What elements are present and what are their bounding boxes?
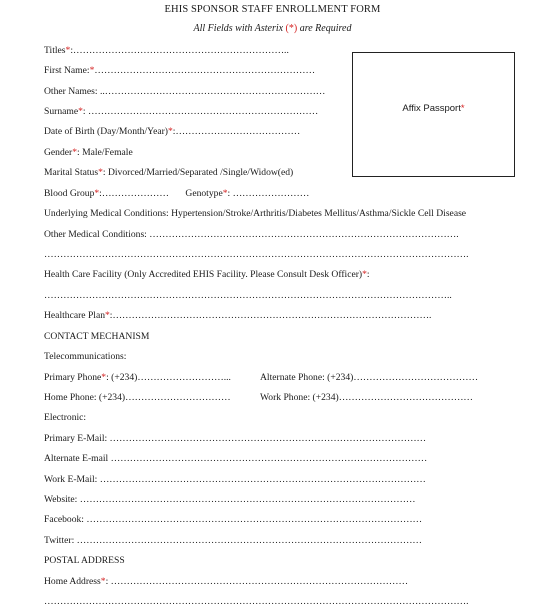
healthcare-plan-blank: :………………………………………………………………………………………. xyxy=(109,310,432,321)
required-asterisk: * xyxy=(98,167,103,178)
passport-asterisk: * xyxy=(460,103,465,114)
alternate-email-field[interactable] xyxy=(44,453,427,464)
facility-blank: ……………………………………………………………………………………………………………….. xyxy=(44,290,452,301)
titles-blank: :………………………………………………………….. xyxy=(70,45,289,56)
required-asterisk: * xyxy=(168,126,173,137)
first-name-label: First Name: xyxy=(44,65,90,76)
primary-phone-blank: : (+234)………………………... xyxy=(106,372,231,383)
healthcare-plan-field[interactable] xyxy=(44,310,431,321)
home-address-continuation[interactable] xyxy=(44,596,469,607)
required-asterisk: (*) xyxy=(285,23,298,34)
contact-heading xyxy=(44,331,149,342)
blood-group-label: Blood Group xyxy=(44,188,95,199)
first-name-field[interactable] xyxy=(44,65,315,76)
surname-field[interactable] xyxy=(44,106,318,117)
other-names-label: Other Names: ..…………………………………………………………… xyxy=(44,86,326,97)
medical-conditions-field[interactable] xyxy=(44,208,466,219)
primary-email-label: Primary E-Mail: ……………………………………………………………………………………… xyxy=(44,433,427,444)
electronic-heading-text: Electronic: xyxy=(44,412,87,423)
work-email-field[interactable] xyxy=(44,474,426,485)
medical-conditions-label: Underlying Medical Conditions: Hypertension/Stroke/Arthritis/Diabetes Mellitus/Asthma/Sickle Cell Disease xyxy=(44,208,467,219)
telecom-heading-text: Telecommunications: xyxy=(44,351,127,362)
first-name-blank: …………………………………………………………… xyxy=(94,65,316,76)
required-asterisk: * xyxy=(101,372,107,383)
twitter-label: Twitter: ……………………………………………………………………………………………… xyxy=(44,535,423,546)
facility-label: Health Care Facility (Only Accredited EHIS Facility. Please Consult Desk Officer) xyxy=(44,269,363,280)
required-asterisk: * xyxy=(100,576,106,587)
twitter-field[interactable] xyxy=(44,535,422,546)
required-asterisk: * xyxy=(72,147,78,158)
gender-field[interactable] xyxy=(44,147,133,158)
postal-heading xyxy=(44,555,125,566)
required-asterisk: * xyxy=(89,65,95,76)
home-address-blank-2: ……………………………………………………………………………………………………………………. xyxy=(44,596,469,607)
alternate-email-label: Alternate E-mail ……………………………………………………………………………………… xyxy=(44,453,428,464)
website-label: Website: …………………………………………………………………………………………… xyxy=(44,494,416,505)
facility-colon: : xyxy=(366,269,370,280)
other-medical-blank: ……………………………………………………………………………………………………………………. xyxy=(44,249,469,260)
healthcare-plan-label: Healthcare Plan xyxy=(44,310,105,321)
required-note-text: All Fields with Asterix xyxy=(193,23,286,34)
contact-heading-text: CONTACT MECHANISM xyxy=(44,331,150,342)
gender-label: Gender xyxy=(44,147,73,158)
genotype-blank: : …………………… xyxy=(227,188,310,199)
dob-blank: :………………………………… xyxy=(172,126,301,137)
required-asterisk: * xyxy=(65,45,71,56)
alternate-phone-label: Alternate Phone: (+234)………………………………… xyxy=(260,372,479,383)
passport-label-text: Affix Passport xyxy=(402,103,461,114)
home-phone-field[interactable] xyxy=(44,392,231,403)
facility-continuation[interactable] xyxy=(44,290,452,301)
facebook-label: Facebook: …………………………………………………………………………………………… xyxy=(44,514,423,525)
blood-genotype-field[interactable] xyxy=(44,188,309,199)
website-field[interactable] xyxy=(44,494,416,505)
marital-status-options: : Divorced/Married/Separated /Single/Widow(ed) xyxy=(102,167,294,178)
blood-group-blank: :………………… xyxy=(99,188,172,199)
required-asterisk: * xyxy=(105,310,110,321)
other-medical-label: Other Medical Conditions: ……………………………………………………………………………………. xyxy=(44,229,459,240)
marital-status-field[interactable] xyxy=(44,167,293,178)
surname-label: Surname xyxy=(44,106,79,117)
alternate-phone-field[interactable] xyxy=(260,372,478,383)
marital-status-label: Marital Status xyxy=(44,167,99,178)
work-phone-field[interactable] xyxy=(260,392,473,403)
telecom-heading xyxy=(44,351,126,362)
other-medical-field[interactable] xyxy=(44,229,459,240)
required-note-text-end: are Required xyxy=(297,23,352,34)
genotype-label: Genotype xyxy=(185,188,223,199)
work-email-label: Work E-Mail: ………………………………………………………………………………………… xyxy=(44,474,426,485)
other-medical-continuation[interactable] xyxy=(44,249,469,260)
passport-photo-box[interactable] xyxy=(352,52,515,177)
form-title: EHIS SPONSOR STAFF ENROLLMENT FORM xyxy=(164,4,381,15)
primary-phone-label: Primary Phone xyxy=(44,372,102,383)
work-phone-label: Work Phone: (+234)…………………………………… xyxy=(260,392,474,403)
facility-field[interactable] xyxy=(44,269,370,280)
titles-field[interactable] xyxy=(44,45,289,56)
home-address-label: Home Address xyxy=(44,576,101,587)
required-asterisk: * xyxy=(94,188,100,199)
titles-label: Titles xyxy=(44,45,66,56)
required-asterisk: * xyxy=(362,269,367,280)
home-address-blank: : ………………………………………………………………………………… xyxy=(105,576,409,587)
surname-blank: : ……………………………………………………………… xyxy=(82,106,319,117)
gender-options: : Male/Female xyxy=(77,147,133,158)
primary-phone-field[interactable] xyxy=(44,372,231,383)
passport-label xyxy=(353,103,514,114)
home-address-field[interactable] xyxy=(44,576,408,587)
primary-email-field[interactable] xyxy=(44,433,426,444)
facebook-field[interactable] xyxy=(44,514,422,525)
home-phone-label: Home Phone: (+234)…………………………… xyxy=(44,392,231,403)
required-note xyxy=(0,23,545,34)
required-asterisk: * xyxy=(222,188,228,199)
postal-heading-text: POSTAL ADDRESS xyxy=(44,555,125,566)
dob-field[interactable] xyxy=(44,126,300,137)
required-asterisk: * xyxy=(78,106,83,117)
dob-label: Date of Birth (Day/Month/Year) xyxy=(44,126,168,137)
electronic-heading xyxy=(44,412,86,423)
other-names-field[interactable] xyxy=(44,86,325,97)
